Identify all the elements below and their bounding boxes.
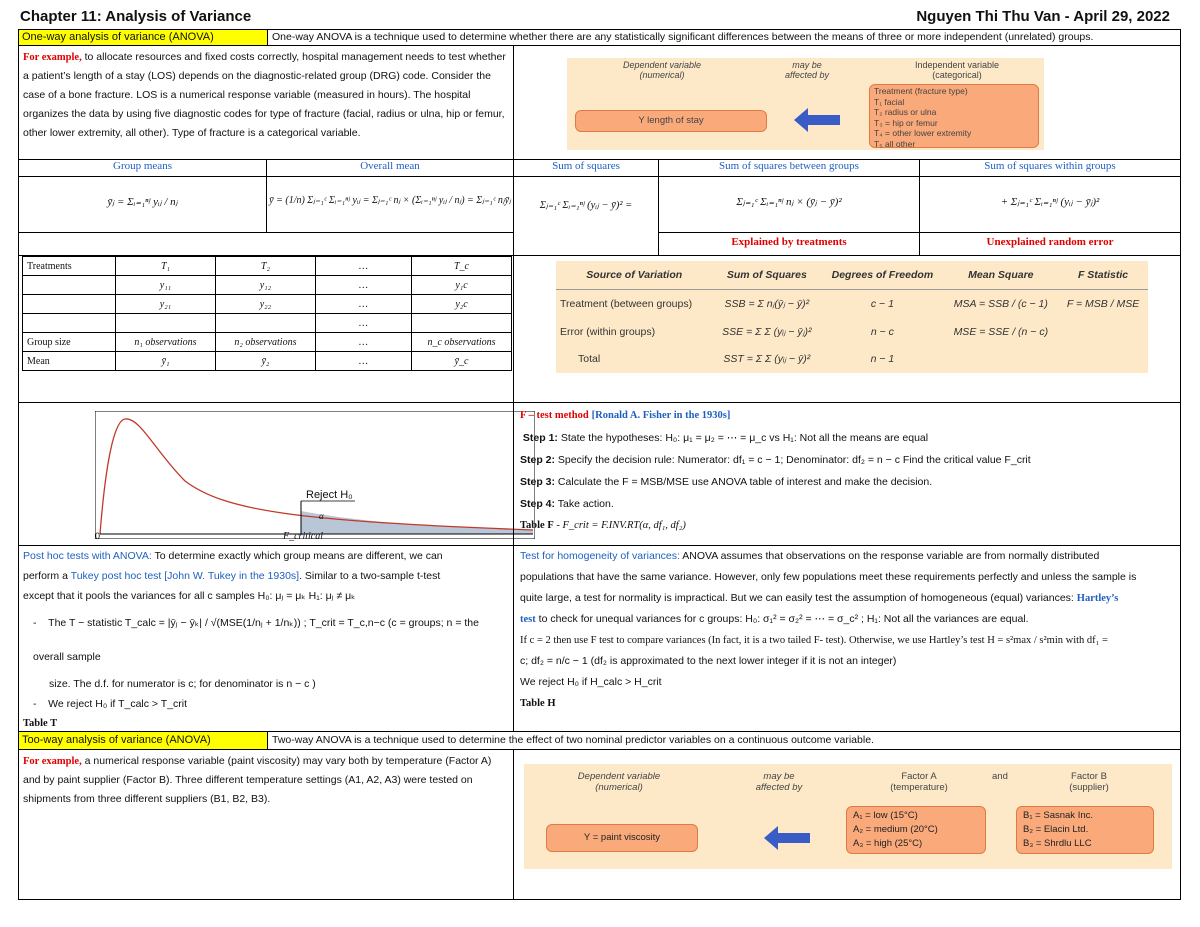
- factor-b-box: [1016, 806, 1154, 854]
- ss-between-formula: Σⱼ₌₁ᶜ Σᵢ₌₁ⁿʲ nⱼ × (ȳⱼ − ȳ)²: [658, 176, 920, 233]
- table-cell: Group size: [23, 333, 116, 352]
- and-text: and: [992, 771, 1008, 782]
- table-cell: …: [315, 295, 411, 314]
- anova-header-cell: Source of Variation: [556, 261, 712, 289]
- ftest-title: F – test method [Ronald A. Fisher in the 1930s]: [520, 410, 731, 421]
- overall-mean-header: Overall mean: [266, 159, 514, 177]
- ftest-step2: Step 2: Specify the decision rule: Numerator: df₁ = c − 1; Denominator: df₂ = n − c Find the critical value F_crit: [520, 454, 1031, 466]
- table-cell: [215, 314, 315, 333]
- ftest-cell: [513, 402, 1181, 546]
- page-header: [20, 8, 1180, 28]
- tukey-link: Tukey post hoc test [John W. Tukey in the 1930s]: [70, 570, 300, 582]
- dep-title: Dependent variable: [622, 60, 702, 70]
- anova-row: [556, 289, 1148, 317]
- anova-cell: n − c: [870, 325, 894, 338]
- hartley-table-label: Table H: [520, 698, 556, 709]
- sum-squares-header: Sum of squares: [513, 159, 659, 177]
- treatment-item: T₁ facial: [874, 96, 905, 107]
- anova-cell: MSA = SSB / (c − 1): [953, 297, 1048, 310]
- table-row: [23, 295, 512, 314]
- anova-header-row: [556, 261, 1148, 289]
- reject-h0-label: Reject H₀: [306, 489, 353, 501]
- anova-header-cell: Degrees of Freedom: [821, 261, 943, 289]
- table-cell: ȳ_c: [411, 352, 511, 371]
- table-cell: [23, 276, 116, 295]
- table-cell: [411, 314, 511, 333]
- explained-label: Explained by treatments: [658, 232, 920, 256]
- ss-between-header: Sum of squares between groups: [658, 159, 920, 177]
- anova-table: [556, 261, 1148, 373]
- anova-cell: c − 1: [870, 297, 894, 310]
- anova-cell: [1058, 345, 1148, 373]
- anova-cell: [1058, 318, 1148, 346]
- ftest-step1: Step 1: State the hypotheses: H₀: μ₁ = μ₂ = ⋯ = μ_c vs H₁: Not all the means are equal: [522, 432, 929, 444]
- factor-a-item: A₁ = low (15°C): [853, 810, 918, 821]
- anova-cell: SST = Σ Σ (yᵢⱼ − ȳ)²: [723, 353, 811, 366]
- ss-within-formula: + Σⱼ₌₁ᶜ Σᵢ₌₁ⁿʲ (yᵢⱼ − ȳⱼ)²: [919, 176, 1181, 233]
- twoway-label: Too-way analysis of variance (ANOVA): [18, 731, 268, 750]
- ind-sub: (categorical): [932, 70, 982, 80]
- anova-cell: SSB = Σ nⱼ(ȳⱼ − ȳ)²: [724, 297, 810, 310]
- formula-left-filler: [18, 232, 514, 256]
- anova-header-cell: Sum of Squares: [712, 261, 821, 289]
- unexplained-label: Unexplained random error: [919, 232, 1181, 256]
- treatment-item: T₂ radius or ulna: [874, 107, 937, 117]
- factor-a-box: [846, 806, 986, 854]
- posthoc-table-label: Table T: [23, 718, 58, 729]
- table-cell: …: [315, 314, 411, 333]
- anova-cell: n − 1: [870, 353, 895, 366]
- factor-b-item: B₁ = Sasnak Inc.: [1023, 810, 1094, 821]
- table-cell: [116, 314, 216, 333]
- oneway-example: [18, 45, 514, 160]
- y-paint-box: Y = paint viscosity: [546, 824, 698, 852]
- twoway-definition: Two-way ANOVA is a technique used to determine the effect of two nominal predictor variables on a continuous outcome variable.: [267, 731, 1181, 750]
- ss-within-header: Sum of squares within groups: [919, 159, 1181, 177]
- factor-a-item: A₃ = high (25°C): [853, 838, 923, 849]
- hartley-cell: Test for homogeneity of variances: ANOVA assumes that observations on the response variable are from normally distributed populations that have the same variance. However, only few populations meet these requirements perfectly and unless the sample is quite large, a test for normality is impractical. But we can easily test the assumption of homogeneous (equal) variances: Hartley’s test to check for unequal variances for c groups: H₀: σ₁² = σ₂² = ⋯ = σ_c² ; H₁: Not all the variances are equal. If c = 2 then use F test to compare variances (In fact, it is a two tailed F- test). Otherwise, we use Hartley’s test H = s²max / s²min with df₁ = c; df₂ = n/c − 1 (df₂ is approximated to the next lower integer if it is not an integer) We reject H₀ if H_calc > H_crit Table H: [513, 545, 1181, 732]
- alpha-label: α: [319, 511, 324, 521]
- twoway-example: For example, a numerical response variable (paint viscosity) may vary both by temperature (Factor A) and by paint supplier (Factor B). Three different temperature settings (A1, A2, A3) were tested on shipments from three different suppliers (B1, B2, B3).: [18, 749, 514, 900]
- affected-by-text: affected by: [784, 70, 830, 80]
- table-cell: y₁₂: [215, 276, 315, 295]
- diagram1-cell: [513, 45, 1181, 160]
- table-cell: n_c observations: [411, 333, 511, 352]
- factor-a-item: A₂ = medium (20°C): [853, 824, 938, 835]
- table-cell: n₂ observations: [215, 333, 315, 352]
- table-row: [23, 314, 512, 333]
- group-means-formula: ȳⱼ = Σᵢ₌₁ⁿʲ yᵢⱼ / nⱼ: [18, 176, 267, 233]
- f-distribution-chart: [95, 411, 535, 539]
- factor-a-sub: (temperature): [890, 782, 948, 793]
- f-curve-cell: [18, 402, 514, 546]
- diagram2-cell: [513, 749, 1181, 900]
- table-cell: ȳ₁: [116, 352, 216, 371]
- author-date: Nguyen Thi Thu Van - April 29, 2022: [916, 8, 1170, 25]
- table-cell: …: [315, 276, 411, 295]
- treatment-box: [869, 84, 1039, 148]
- diagram1: [567, 58, 1044, 150]
- oneway-definition: One-way ANOVA is a technique used to determine whether there are any statistically significant differences between the means of three or more independent (unrelated) groups.: [267, 29, 1181, 46]
- table-row: [23, 333, 512, 352]
- data-table: [22, 256, 512, 371]
- table-cell: [23, 314, 116, 333]
- dep2-sub: (numerical): [595, 782, 643, 793]
- y-variable-box: Y length of stay: [575, 110, 767, 132]
- table-row: [23, 257, 512, 276]
- ftest-step3: Step 3: Calculate the F = MSB/MSE use ANOVA table of interest and make the decision.: [520, 476, 933, 488]
- factor-b-item: B₃ = Shrdlu LLC: [1023, 838, 1092, 849]
- group-means-header: Group means: [18, 159, 267, 177]
- table-row: [23, 276, 512, 295]
- zero-label: 0: [95, 531, 101, 541]
- posthoc-title: Post hoc tests with ANOVA:: [23, 550, 152, 562]
- factor-b-sub: (supplier): [1069, 782, 1109, 793]
- overall-mean-formula: ȳ = (1/n) Σⱼ₌₁ᶜ Σᵢ₌₁ⁿʲ yᵢⱼ = Σⱼ₌₁ᶜ nⱼ × (Σᵢ₌₁ⁿʲ yᵢⱼ / nⱼ) = Σⱼ₌₁ᶜ nⱼȳⱼ: [266, 176, 514, 233]
- factor-b-title: Factor B: [1071, 771, 1107, 782]
- table-cell: …: [315, 257, 411, 276]
- table-cell: Mean: [23, 352, 116, 371]
- dep-sub: (numerical): [639, 70, 685, 80]
- treatment-title: Treatment (fracture type): [874, 86, 968, 96]
- factor-b-item: B₂ = Elacin Ltd.: [1023, 824, 1089, 835]
- table-cell: y₂c: [411, 295, 511, 314]
- anova-cell: Treatment (between groups): [560, 297, 693, 310]
- anova-header-cell: F Statistic: [1058, 261, 1148, 289]
- treatment-list: [874, 97, 1034, 150]
- table-cell: y₂₁: [116, 295, 216, 314]
- treatment-item: T₃ = hip or femur: [874, 117, 938, 128]
- example-text: to allocate resources and fixed costs correctly, hospital management needs to test whether a patient’s length of a stay (LOS) depends on the diagnostic-related group (DRG) code. Consider the case of a bone fracture. LOS is a numerical response variable (measured in hours). The hospital organizes the data by using five diagnostic codes for type of fracture (facial, radius or ulna, hip or femur, other lower extremity, all other). Type of fracture is a categorical variable.: [23, 51, 506, 139]
- anova-cell: [944, 345, 1059, 373]
- diagram2: Dependent variable (numerical) may be affected by Factor A (temperature) and Factor B (supplier) Y = paint viscosity A₁ = low (15°C) A₂ = medium (20°C) A₃ = high (25°C) B₁ = Sasnak Inc. B₂ = Elacin Ltd. B₃ = Shrdlu LLC: [524, 764, 1172, 869]
- posthoc-cell: Post hoc tests with ANOVA: To determine exactly which group means are different, we can perform a Tukey post hoc test [John W. Tukey in the 1930s]. Similar to a two-sample t-test except that it pools the variances for all c samples H₀: μⱼ = μₖ H₁: μⱼ ≠ μₖ - The T − statistic T_calc = |ȳⱼ − ȳₖ| / √(MSE(1/nⱼ + 1/nₖ)) ; T_crit = T_c,n−c (c = groups; n = the overall sample size. The d.f. for numerator is c; for denominator is n − c ) - We reject H₀ if T_calc > T_crit Table T: [18, 545, 514, 732]
- table-cell: ȳ₂: [215, 352, 315, 371]
- sum-squares-formula: Σⱼ₌₁ᶜ Σᵢ₌₁ⁿʲ (yᵢⱼ − ȳ)² =: [513, 176, 659, 256]
- anova-cell: MSE = SSE / (n − c): [953, 325, 1049, 338]
- oneway-label: One-way analysis of variance (ANOVA): [18, 29, 268, 46]
- anova-cell: SSE = Σ Σ (yᵢⱼ − ȳⱼ)²: [722, 325, 812, 338]
- table-cell: y₁c: [411, 276, 511, 295]
- anova-cell: F = MSB / MSE: [1066, 297, 1140, 310]
- hartley-title: Test for homogeneity of variances:: [520, 550, 680, 562]
- table-cell: …: [315, 333, 411, 352]
- anova-cell: Error (within groups): [560, 325, 656, 338]
- table-cell: [23, 295, 116, 314]
- fcrit-label: F_critical: [283, 531, 323, 542]
- table-cell: T₁: [116, 257, 216, 276]
- arrow-left-icon: [792, 106, 842, 134]
- treatment-item: T₅ all other: [874, 138, 916, 149]
- table-row: [23, 352, 512, 371]
- table-cell: y₂₂: [215, 295, 315, 314]
- factor-a-title: Factor A: [901, 771, 937, 782]
- table-cell: Treatments: [23, 257, 116, 276]
- ftest-step4: Step 4: Take action.: [520, 498, 614, 510]
- table-cell: y₁₁: [116, 276, 216, 295]
- ind-title: Independent variable: [914, 60, 1000, 70]
- anova-row: [556, 318, 1148, 346]
- table-cell: T_c: [411, 257, 511, 276]
- chapter-title: Chapter 11: Analysis of Variance: [20, 8, 252, 25]
- anova-cell: Total: [578, 353, 601, 366]
- may-be-text: may be: [792, 60, 822, 70]
- table-cell: T₂: [215, 257, 315, 276]
- anova-row: [556, 345, 1148, 373]
- anova-cell: [513, 255, 1181, 403]
- dep2-title: Dependent variable: [577, 771, 661, 782]
- treatment-item: T₄ = other lower extremity: [874, 128, 972, 138]
- table-cell: n₁ observations: [116, 333, 216, 352]
- example-lead: For example,: [23, 52, 82, 63]
- table-cell: …: [315, 352, 411, 371]
- ftest-table-f: Table F - F_crit = F.INV.RT(α, df₁, df₂): [520, 520, 686, 531]
- anova-header-cell: Mean Square: [944, 261, 1059, 289]
- arrow-left-icon: [762, 824, 812, 852]
